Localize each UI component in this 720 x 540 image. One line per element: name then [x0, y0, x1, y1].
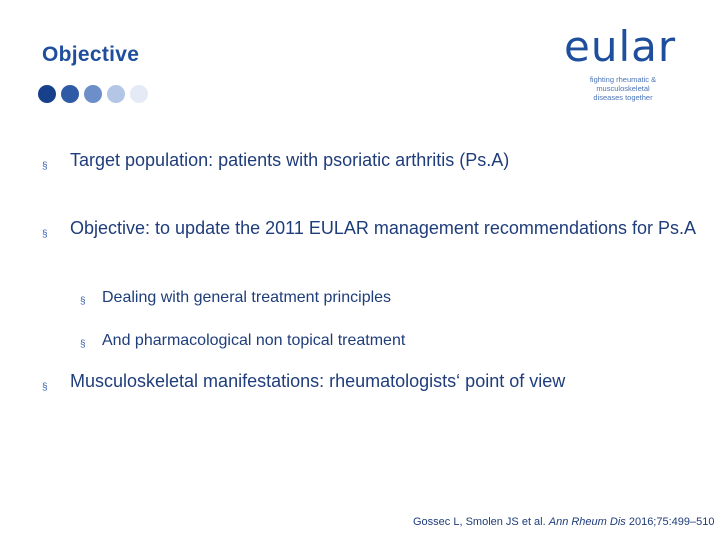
logo-tagline: [564, 75, 682, 102]
logo-word: eular: [564, 22, 677, 71]
bullet-marker: §: [42, 161, 48, 172]
bullet-marker: §: [80, 339, 86, 350]
bullet-text: Target population: patients with psoriatic arthritis (Ps.A): [70, 150, 510, 170]
dot-2: [61, 85, 79, 103]
reference-citation: [413, 516, 714, 528]
bullet-target-population: [42, 148, 682, 179]
reference-journal: Ann Rheum Dis: [548, 516, 626, 528]
slide-title: Objective: [42, 43, 140, 66]
bullet-musculoskeletal: [42, 369, 682, 400]
bullet-text: Objective: to update the 2011 EULAR management recommendations for Ps.A: [70, 218, 697, 238]
bullet-text: Dealing with general treatment principles: [102, 289, 392, 306]
bullet-objective: [42, 216, 702, 247]
sub-bullet-general-principles: [80, 287, 680, 313]
logo-tagline-line1: fighting rheumatic & musculoskeletal: [589, 75, 657, 93]
dot-3: [84, 85, 102, 103]
logo-tagline-line2: diseases together: [593, 93, 653, 102]
bullet-marker: §: [80, 296, 86, 307]
reference-authors: Gossec L, Smolen JS et al.: [413, 516, 549, 528]
bullet-text: And pharmacological non topical treatment: [102, 332, 406, 349]
bullet-marker: §: [42, 382, 48, 393]
bullet-text: Musculoskeletal manifestations: rheumatologists‘ point of view: [70, 371, 566, 391]
reference-details: 2016;75:499–510: [625, 516, 715, 528]
eular-logo: [564, 22, 694, 102]
dot-5: [130, 85, 148, 103]
dot-4: [107, 85, 125, 103]
sub-bullet-pharmacological: [80, 330, 680, 356]
decorative-dots: [38, 85, 148, 103]
bullet-marker: §: [42, 229, 48, 240]
dot-1: [38, 85, 56, 103]
